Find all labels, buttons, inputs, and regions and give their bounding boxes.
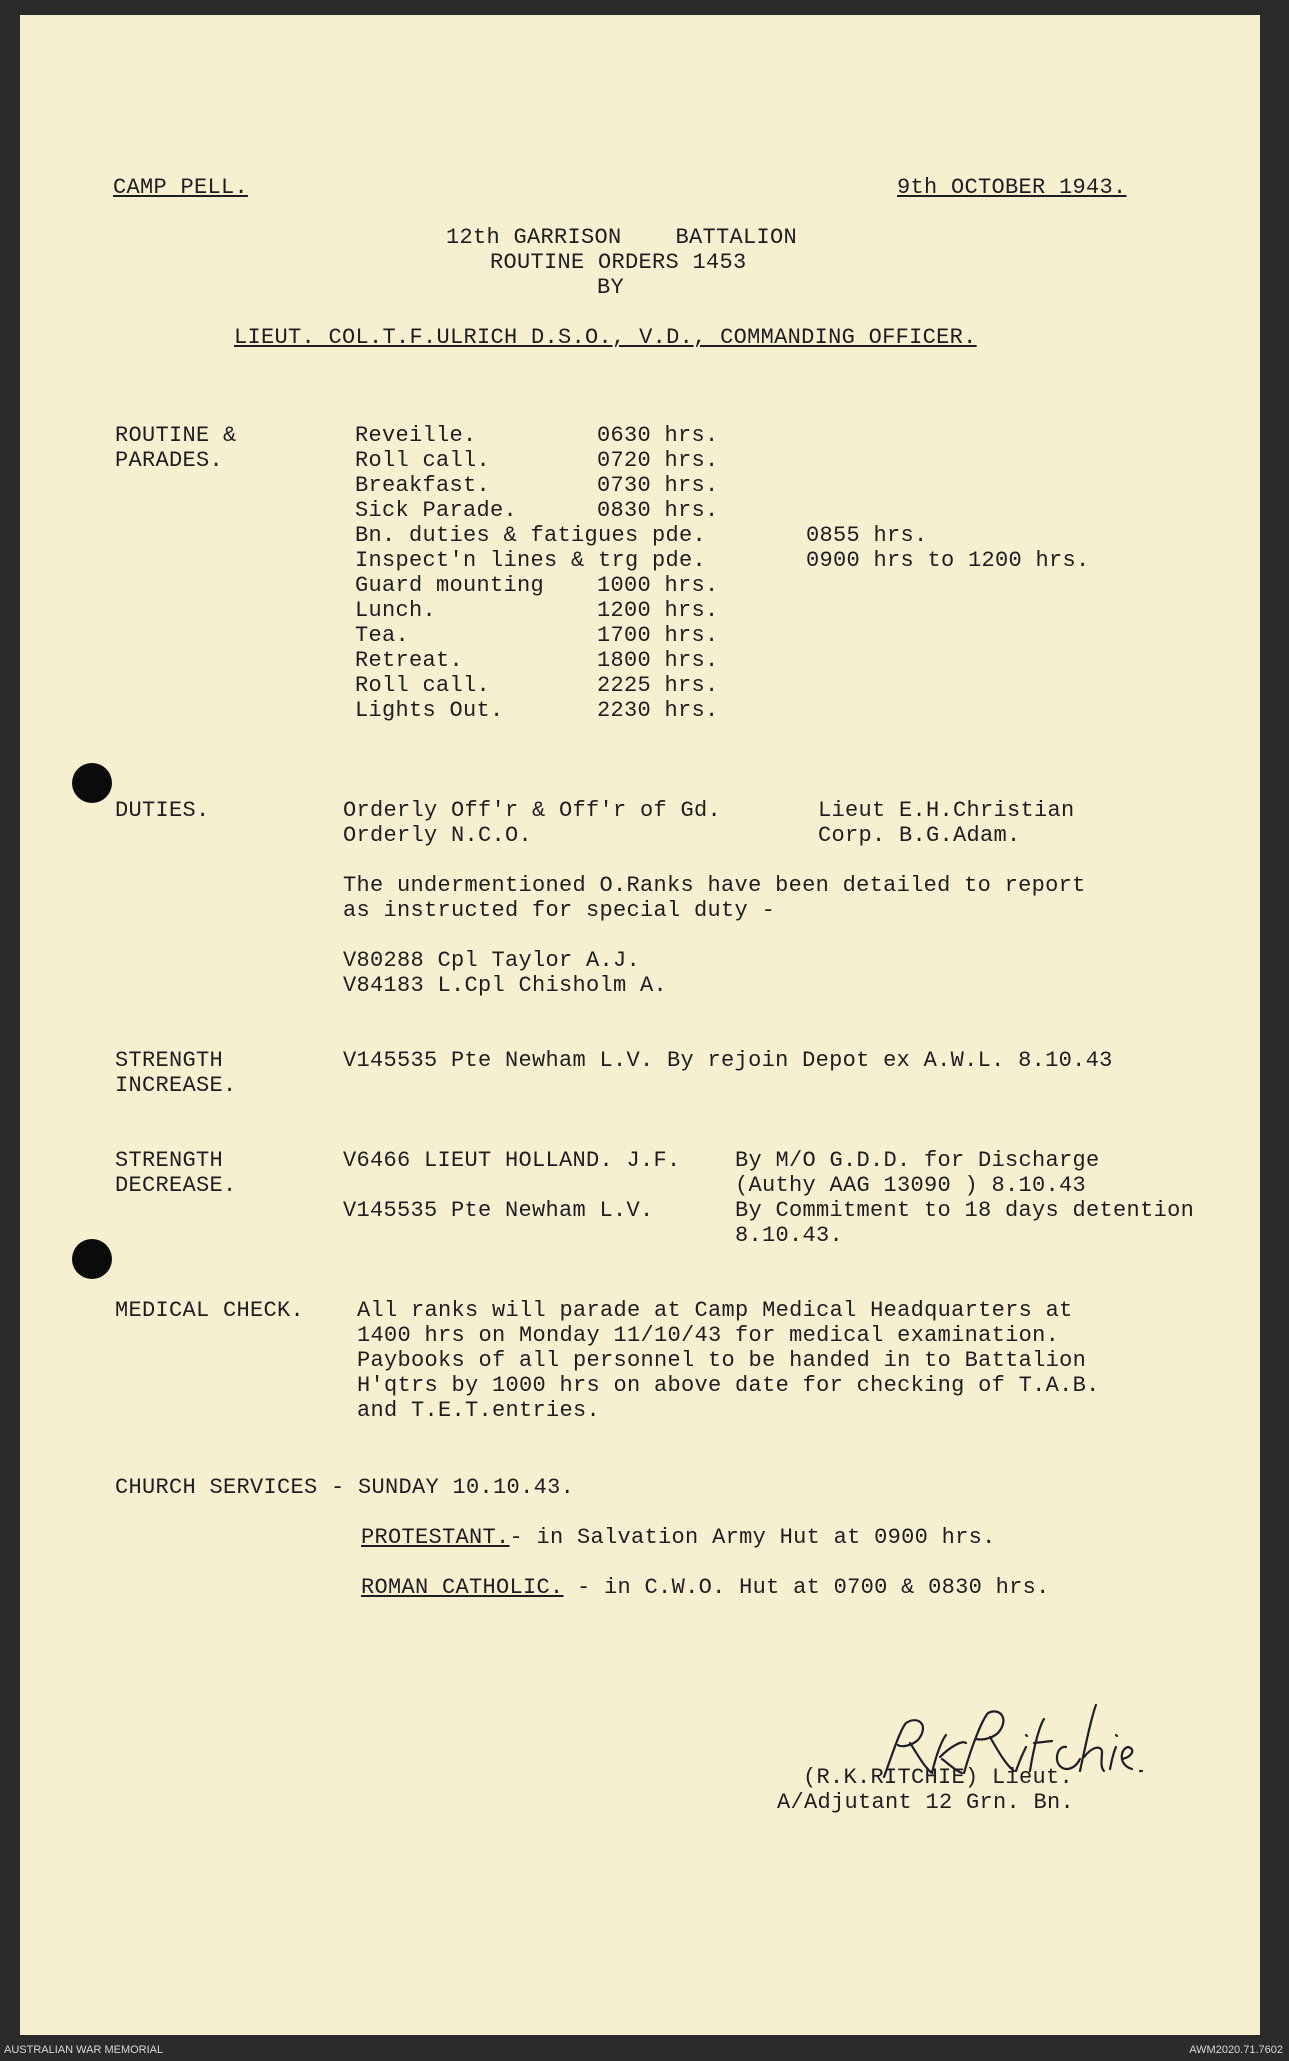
routine-item: Inspect'n lines & trg pde.: [355, 548, 707, 573]
duties-heading: DUTIES.: [115, 798, 210, 823]
decrease-detail: By M/O G.D.D. for Discharge: [735, 1148, 1100, 1173]
routine-time: 1200 hrs.: [597, 598, 719, 623]
decrease-detail: By Commitment to 18 days detention: [735, 1198, 1195, 1223]
medical-heading: MEDICAL CHECK.: [115, 1298, 305, 1323]
decrease-detail: 8.10.43.: [735, 1223, 844, 1248]
duty-personnel: V84183 L.Cpl Chisholm A.: [343, 973, 668, 998]
decrease-person: V6466 LIEUT HOLLAND. J.F.: [343, 1148, 681, 1173]
signatory-name: (R.K.RITCHIE) Lieut.: [803, 1765, 1074, 1790]
punch-hole: [72, 1239, 112, 1279]
orderly-officer-name: Lieut E.H.Christian: [818, 798, 1075, 823]
catholic-service: [361, 1575, 1050, 1600]
routine-item: Tea.: [355, 623, 410, 648]
routine-heading-2: PARADES.: [115, 448, 224, 473]
routine-item: Bn. duties & fatigues pde.: [355, 523, 707, 548]
camp-location: CAMP PELL.: [113, 175, 249, 200]
routine-time: 1000 hrs.: [597, 573, 719, 598]
signatory-title: A/Adjutant 12 Grn. Bn.: [777, 1790, 1075, 1815]
orderly-officer-role: Orderly Off'r & Off'r of Gd.: [343, 798, 722, 823]
medical-text: H'qtrs by 1000 hrs on above date for checking of T.A.B.: [357, 1373, 1100, 1398]
medical-text: All ranks will parade at Camp Medical Headquarters at: [357, 1298, 1073, 1323]
routine-item: Lights Out.: [355, 698, 504, 723]
routine-time: 2225 hrs.: [597, 673, 719, 698]
decrease-detail: (Authy AAG 13090 ) 8.10.43: [735, 1173, 1087, 1198]
routine-time: 0730 hrs.: [597, 473, 719, 498]
punch-hole: [72, 763, 112, 803]
routine-item: Roll call.: [355, 673, 491, 698]
catholic-detail: - in C.W.O. Hut at 0700 & 0830 hrs.: [563, 1575, 1050, 1600]
routine-time: 0720 hrs.: [597, 448, 719, 473]
routine-heading-1: ROUTINE &: [115, 423, 237, 448]
routine-item: Retreat.: [355, 648, 464, 673]
routine-time: 0830 hrs.: [597, 498, 719, 523]
document-page: [20, 15, 1260, 2035]
by-line: BY: [597, 275, 625, 300]
protestant-label: PROTESTANT.: [361, 1525, 510, 1550]
orders-number: ROUTINE ORDERS 1453: [490, 250, 747, 275]
duties-note: as instructed for special duty -: [343, 898, 776, 923]
footer-accession-number: AWM2020.71.7602: [1189, 2044, 1283, 2056]
routine-item: Sick Parade.: [355, 498, 518, 523]
routine-time: 2230 hrs.: [597, 698, 719, 723]
routine-item: Reveille.: [355, 423, 477, 448]
orderly-nco-name: Corp. B.G.Adam.: [818, 823, 1021, 848]
routine-time: 0630 hrs.: [597, 423, 719, 448]
routine-item: Guard mounting: [355, 573, 545, 598]
routine-item: Breakfast.: [355, 473, 491, 498]
commanding-officer: LIEUT. COL.T.F.ULRICH D.S.O., V.D., COMMANDING OFFICER.: [234, 325, 977, 350]
routine-time: 0900 hrs to 1200 hrs.: [806, 548, 1090, 573]
strength-decrease-heading-2: DECREASE.: [115, 1173, 237, 1198]
routine-time: 1800 hrs.: [597, 648, 719, 673]
orderly-nco-role: Orderly N.C.O.: [343, 823, 533, 848]
routine-time: 0855 hrs.: [806, 523, 928, 548]
routine-item: Lunch.: [355, 598, 437, 623]
footer-institution: AUSTRALIAN WAR MEMORIAL: [4, 2044, 164, 2056]
duties-note: The undermentioned O.Ranks have been detailed to report: [343, 873, 1086, 898]
medical-text: Paybooks of all personnel to be handed in to Battalion: [357, 1348, 1087, 1373]
protestant-service: [361, 1525, 996, 1550]
battalion-title: 12th GARRISON BATTALION: [446, 225, 798, 250]
duty-personnel: V80288 Cpl Taylor A.J.: [343, 948, 641, 973]
decrease-person: V145535 Pte Newham L.V.: [343, 1198, 654, 1223]
medical-text: and T.E.T.entries.: [357, 1398, 601, 1423]
order-date: 9th OCTOBER 1943.: [897, 175, 1127, 200]
catholic-label: ROMAN CATHOLIC.: [361, 1575, 564, 1600]
church-heading: CHURCH SERVICES - SUNDAY 10.10.43.: [115, 1475, 575, 1500]
strength-increase-entry: V145535 Pte Newham L.V. By rejoin Depot ex A.W.L. 8.10.43: [343, 1048, 1113, 1073]
strength-increase-heading-2: INCREASE.: [115, 1073, 237, 1098]
medical-text: 1400 hrs on Monday 11/10/43 for medical examination.: [357, 1323, 1060, 1348]
protestant-detail: - in Salvation Army Hut at 0900 hrs.: [509, 1525, 996, 1550]
routine-item: Roll call.: [355, 448, 491, 473]
strength-decrease-heading-1: STRENGTH: [115, 1148, 224, 1173]
routine-time: 1700 hrs.: [597, 623, 719, 648]
strength-increase-heading-1: STRENGTH: [115, 1048, 224, 1073]
